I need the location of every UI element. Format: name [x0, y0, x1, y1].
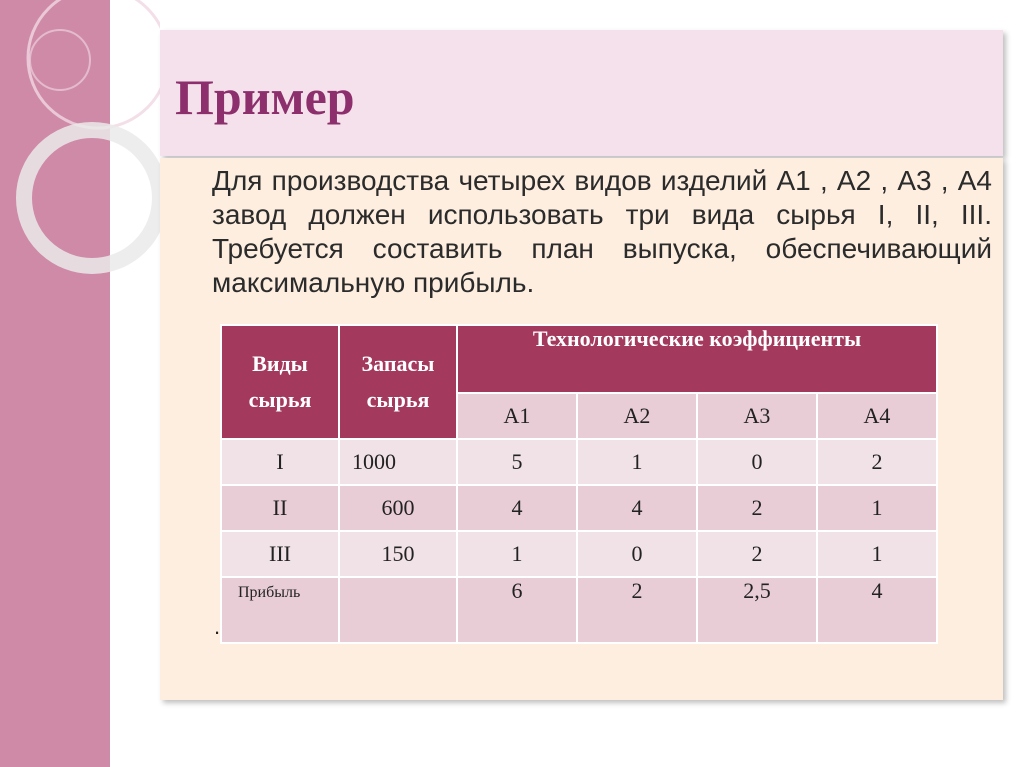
deco-circle-large — [28, 0, 160, 128]
profit-row — [221, 577, 937, 643]
stock-cell: 600 — [339, 485, 457, 531]
product-header: А3 — [697, 393, 817, 439]
coef-cell: 1 — [577, 439, 697, 485]
profit-label: Прибыль — [221, 577, 339, 643]
coef-cell: 1 — [817, 531, 937, 577]
slide-title: Пример — [175, 69, 355, 125]
table-row — [221, 485, 937, 531]
stock-cell: 150 — [339, 531, 457, 577]
coef-cell: 4 — [577, 485, 697, 531]
product-header: А4 — [817, 393, 937, 439]
table-row — [221, 439, 937, 485]
coef-cell: 1 — [817, 485, 937, 531]
raw-type-cell: II — [221, 485, 339, 531]
title-panel — [160, 30, 1003, 156]
coef-cell: 5 — [457, 439, 577, 485]
coef-cell: 0 — [697, 439, 817, 485]
coef-cell: 1 — [457, 531, 577, 577]
coef-cell: 4 — [457, 485, 577, 531]
header-raw-stock: Запасы сырья — [339, 325, 457, 439]
stock-cell: 1000 — [339, 439, 457, 485]
header-raw-type: Виды сырья — [221, 325, 339, 439]
profit-cell: 2,5 — [697, 577, 817, 643]
product-header: А2 — [577, 393, 697, 439]
problem-statement: Для производства четырех видов изделий А1 , А2 , А3 , А4 завод должен использовать три вида сырья I, II, III. Требуется составить план выпуска, обеспечивающий максимальную прибыль. — [212, 165, 992, 298]
coef-cell: 0 — [577, 531, 697, 577]
coefficients-table — [220, 324, 938, 644]
coef-cell: 2 — [817, 439, 937, 485]
profit-cell: 2 — [577, 577, 697, 643]
stray-dot: . — [214, 614, 221, 639]
header-tech-coefficients: Технологические коэффициенты — [457, 325, 937, 393]
decorative-circles — [0, 0, 160, 767]
deco-circle-small — [30, 30, 90, 90]
raw-type-cell: I — [221, 439, 339, 485]
profit-stock-empty — [339, 577, 457, 643]
coef-cell: 2 — [697, 485, 817, 531]
product-header: А1 — [457, 393, 577, 439]
deco-circle-ring — [24, 130, 160, 266]
coef-cell: 2 — [697, 531, 817, 577]
content-panel — [160, 158, 1003, 700]
profit-cell: 6 — [457, 577, 577, 643]
profit-cell: 4 — [817, 577, 937, 643]
table-row — [221, 531, 937, 577]
raw-type-cell: III — [221, 531, 339, 577]
